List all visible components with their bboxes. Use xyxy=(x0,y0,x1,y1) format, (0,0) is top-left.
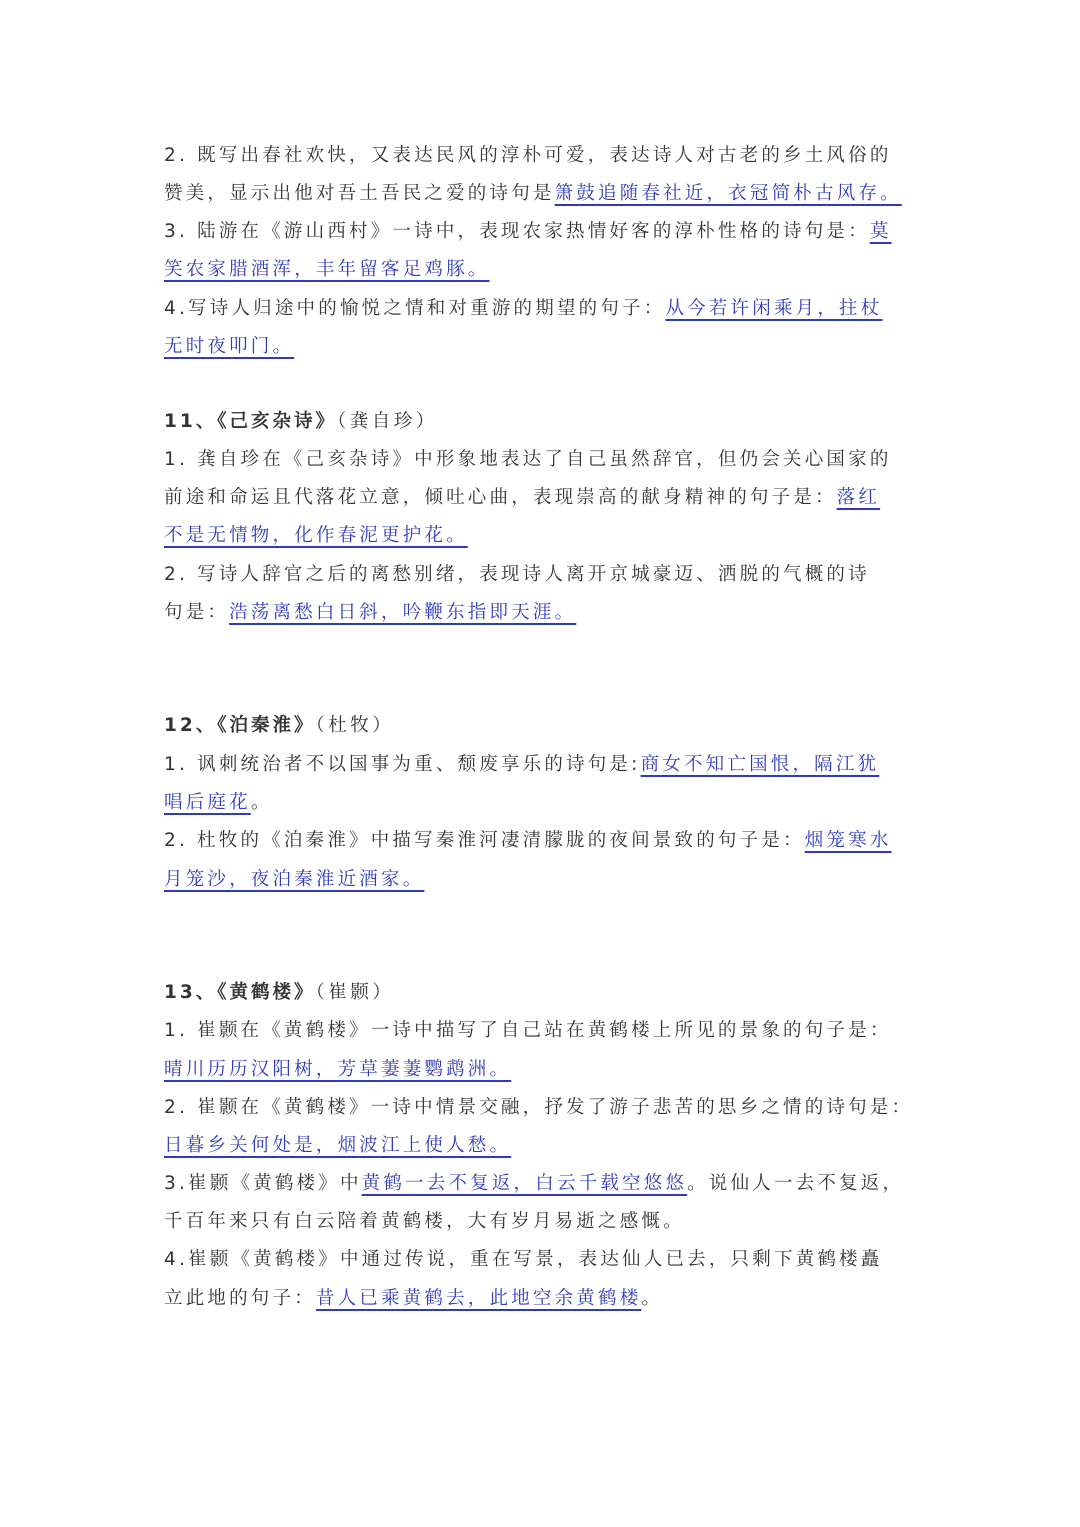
s13-item1-answer: 晴川历历汉阳树，芳草萋萋鹦鹉洲。 xyxy=(164,1059,512,1080)
s13-item4-line2 xyxy=(164,1280,920,1318)
s13-item3-line1 xyxy=(164,1165,920,1203)
s12-item1-answer: 唱后庭花 xyxy=(164,792,251,813)
s10-item4-text: 4.写诗人归途中的愉悦之情和对重游的期望的句子： xyxy=(164,298,666,319)
s12-item1-line1 xyxy=(164,746,920,784)
s10-item4-answer-start: 从今若许闲乘月，拄杖 xyxy=(665,298,883,319)
s10-item2-line2 xyxy=(164,175,920,213)
s10-item3-answer-start: 莫 xyxy=(869,221,892,242)
s11-author: （龚自珍） xyxy=(337,411,438,432)
s12-title: 《泊秦淮》 xyxy=(217,715,316,736)
s13-item2-answer: 日暮乡关何处是，烟波江上使人愁。 xyxy=(164,1135,512,1156)
s13-item1-line2 xyxy=(164,1051,920,1089)
s10-item4-line2 xyxy=(164,328,920,366)
s12-author: （杜牧） xyxy=(315,715,395,736)
s13-item4-text: 4.崔颢《黄鹤楼》中通过传说，重在写景，表达仙人已去，只剩下黄鹤楼矗 xyxy=(164,1249,883,1270)
s11-item2-answer: 浩荡离愁白日斜，吟鞭东指即天涯。 xyxy=(229,602,577,623)
s12-item1-answer-start: 商女不知亡国恨，隔江犹 xyxy=(640,754,880,775)
s13-item1-line1 xyxy=(164,1012,920,1050)
s10-item3-text: 3. 陆游在《游山西村》一诗中，表现农家热情好客的淳朴性格的诗句是： xyxy=(164,221,870,242)
s12-item2-line2 xyxy=(164,861,920,899)
s10-item2-line1 xyxy=(164,137,920,175)
s11-title: 《己亥杂诗》 xyxy=(217,411,338,432)
s13-item2-text: 2. 崔颢在《黄鹤楼》一诗中情景交融，抒发了游子悲苦的思乡之情的诗句是： xyxy=(164,1097,914,1118)
s13-item2-line1 xyxy=(164,1089,920,1127)
s13-item4-text-cont: 立此地的句子： xyxy=(164,1288,316,1309)
s12-heading xyxy=(164,707,920,745)
s13-item2-line2 xyxy=(164,1127,920,1165)
s11-item1-line2 xyxy=(164,479,920,517)
s11-item1-text: 1. 龚自珍在《己亥杂诗》中形象地表达了自己虽然辞官，但仍会关心国家的 xyxy=(164,449,892,470)
s11-item1-answer-start: 落红 xyxy=(836,487,881,508)
s13-number: 13、 xyxy=(164,982,218,1003)
s13-item3-text-cont: 千百年来只有白云陪着黄鹤楼，大有岁月易逝之感慨。 xyxy=(164,1211,685,1232)
s10-item4-line1 xyxy=(164,290,920,328)
s13-item1-text: 1. 崔颢在《黄鹤楼》一诗中描写了自己站在黄鹤楼上所见的景象的句子是： xyxy=(164,1020,892,1041)
s13-title: 《黄鹤楼》 xyxy=(217,982,316,1003)
s13-heading xyxy=(164,974,920,1012)
s13-item3-line2 xyxy=(164,1203,920,1241)
s11-item1-answer: 不是无情物，化作春泥更护花。 xyxy=(164,525,468,546)
s13-item4-line1 xyxy=(164,1241,920,1279)
s13-item3-text: 3.崔颢《黄鹤楼》中 xyxy=(164,1173,362,1194)
s12-item1-line2 xyxy=(164,784,920,822)
s11-item1-text-cont: 前途和命运且代落花立意，倾吐心曲，表现崇高的献身精神的句子是： xyxy=(164,487,837,508)
s12-item1-text: 1. 讽刺统治者不以国事为重、颓废享乐的诗句是: xyxy=(164,754,641,775)
s12-item2-line1 xyxy=(164,822,920,860)
s11-item2-text-cont: 句是： xyxy=(164,602,230,623)
s11-item2-text: 2. 写诗人辞官之后的离愁别绪，表现诗人离开京城豪迈、洒脱的气概的诗 xyxy=(164,564,870,585)
s13-author: （崔颢） xyxy=(315,982,395,1003)
s13-item4-answer: 昔人已乘黄鹤去，此地空余黄鹤楼 xyxy=(315,1288,642,1309)
s10-item3-line1 xyxy=(164,213,920,251)
s13-item4-tail: 。 xyxy=(641,1288,664,1309)
s11-item2-line2 xyxy=(164,594,920,632)
s11-heading xyxy=(164,403,920,441)
s12-item2-answer: 月笼沙，夜泊秦淮近酒家。 xyxy=(164,869,425,890)
s10-item3-line2 xyxy=(164,251,920,289)
s12-item2-text: 2. 杜牧的《泊秦淮》中描写秦淮河凄清朦胧的夜间景致的句子是： xyxy=(164,830,805,851)
s10-item2-answer: 箫鼓追随春社近，衣冠简朴古风存。 xyxy=(554,183,902,204)
s10-item2-text: 2. 既写出春社欢快，又表达民风的淳朴可爱，表达诗人对古老的乡土风俗的 xyxy=(164,145,892,166)
s12-item2-answer-start: 烟笼寒水 xyxy=(804,830,892,851)
s13-item3-tail: 。说仙人一去不复返， xyxy=(687,1173,905,1194)
s10-item3-answer: 笑农家腊酒浑，丰年留客足鸡豚。 xyxy=(164,259,490,280)
s12-item1-tail: 。 xyxy=(250,792,273,813)
s11-item1-line3 xyxy=(164,517,920,555)
s12-number: 12、 xyxy=(164,715,218,736)
s10-item2-text-cont: 赞美，显示出他对吾土吾民之爱的诗句是 xyxy=(164,183,555,204)
s11-item1-line1 xyxy=(164,441,920,479)
s10-item4-answer: 无时夜叩门。 xyxy=(164,336,295,357)
s11-number: 11、 xyxy=(164,411,218,432)
s11-item2-line1 xyxy=(164,556,920,594)
s13-item3-answer: 黄鹤一去不复返，白云千载空悠悠 xyxy=(361,1173,688,1194)
